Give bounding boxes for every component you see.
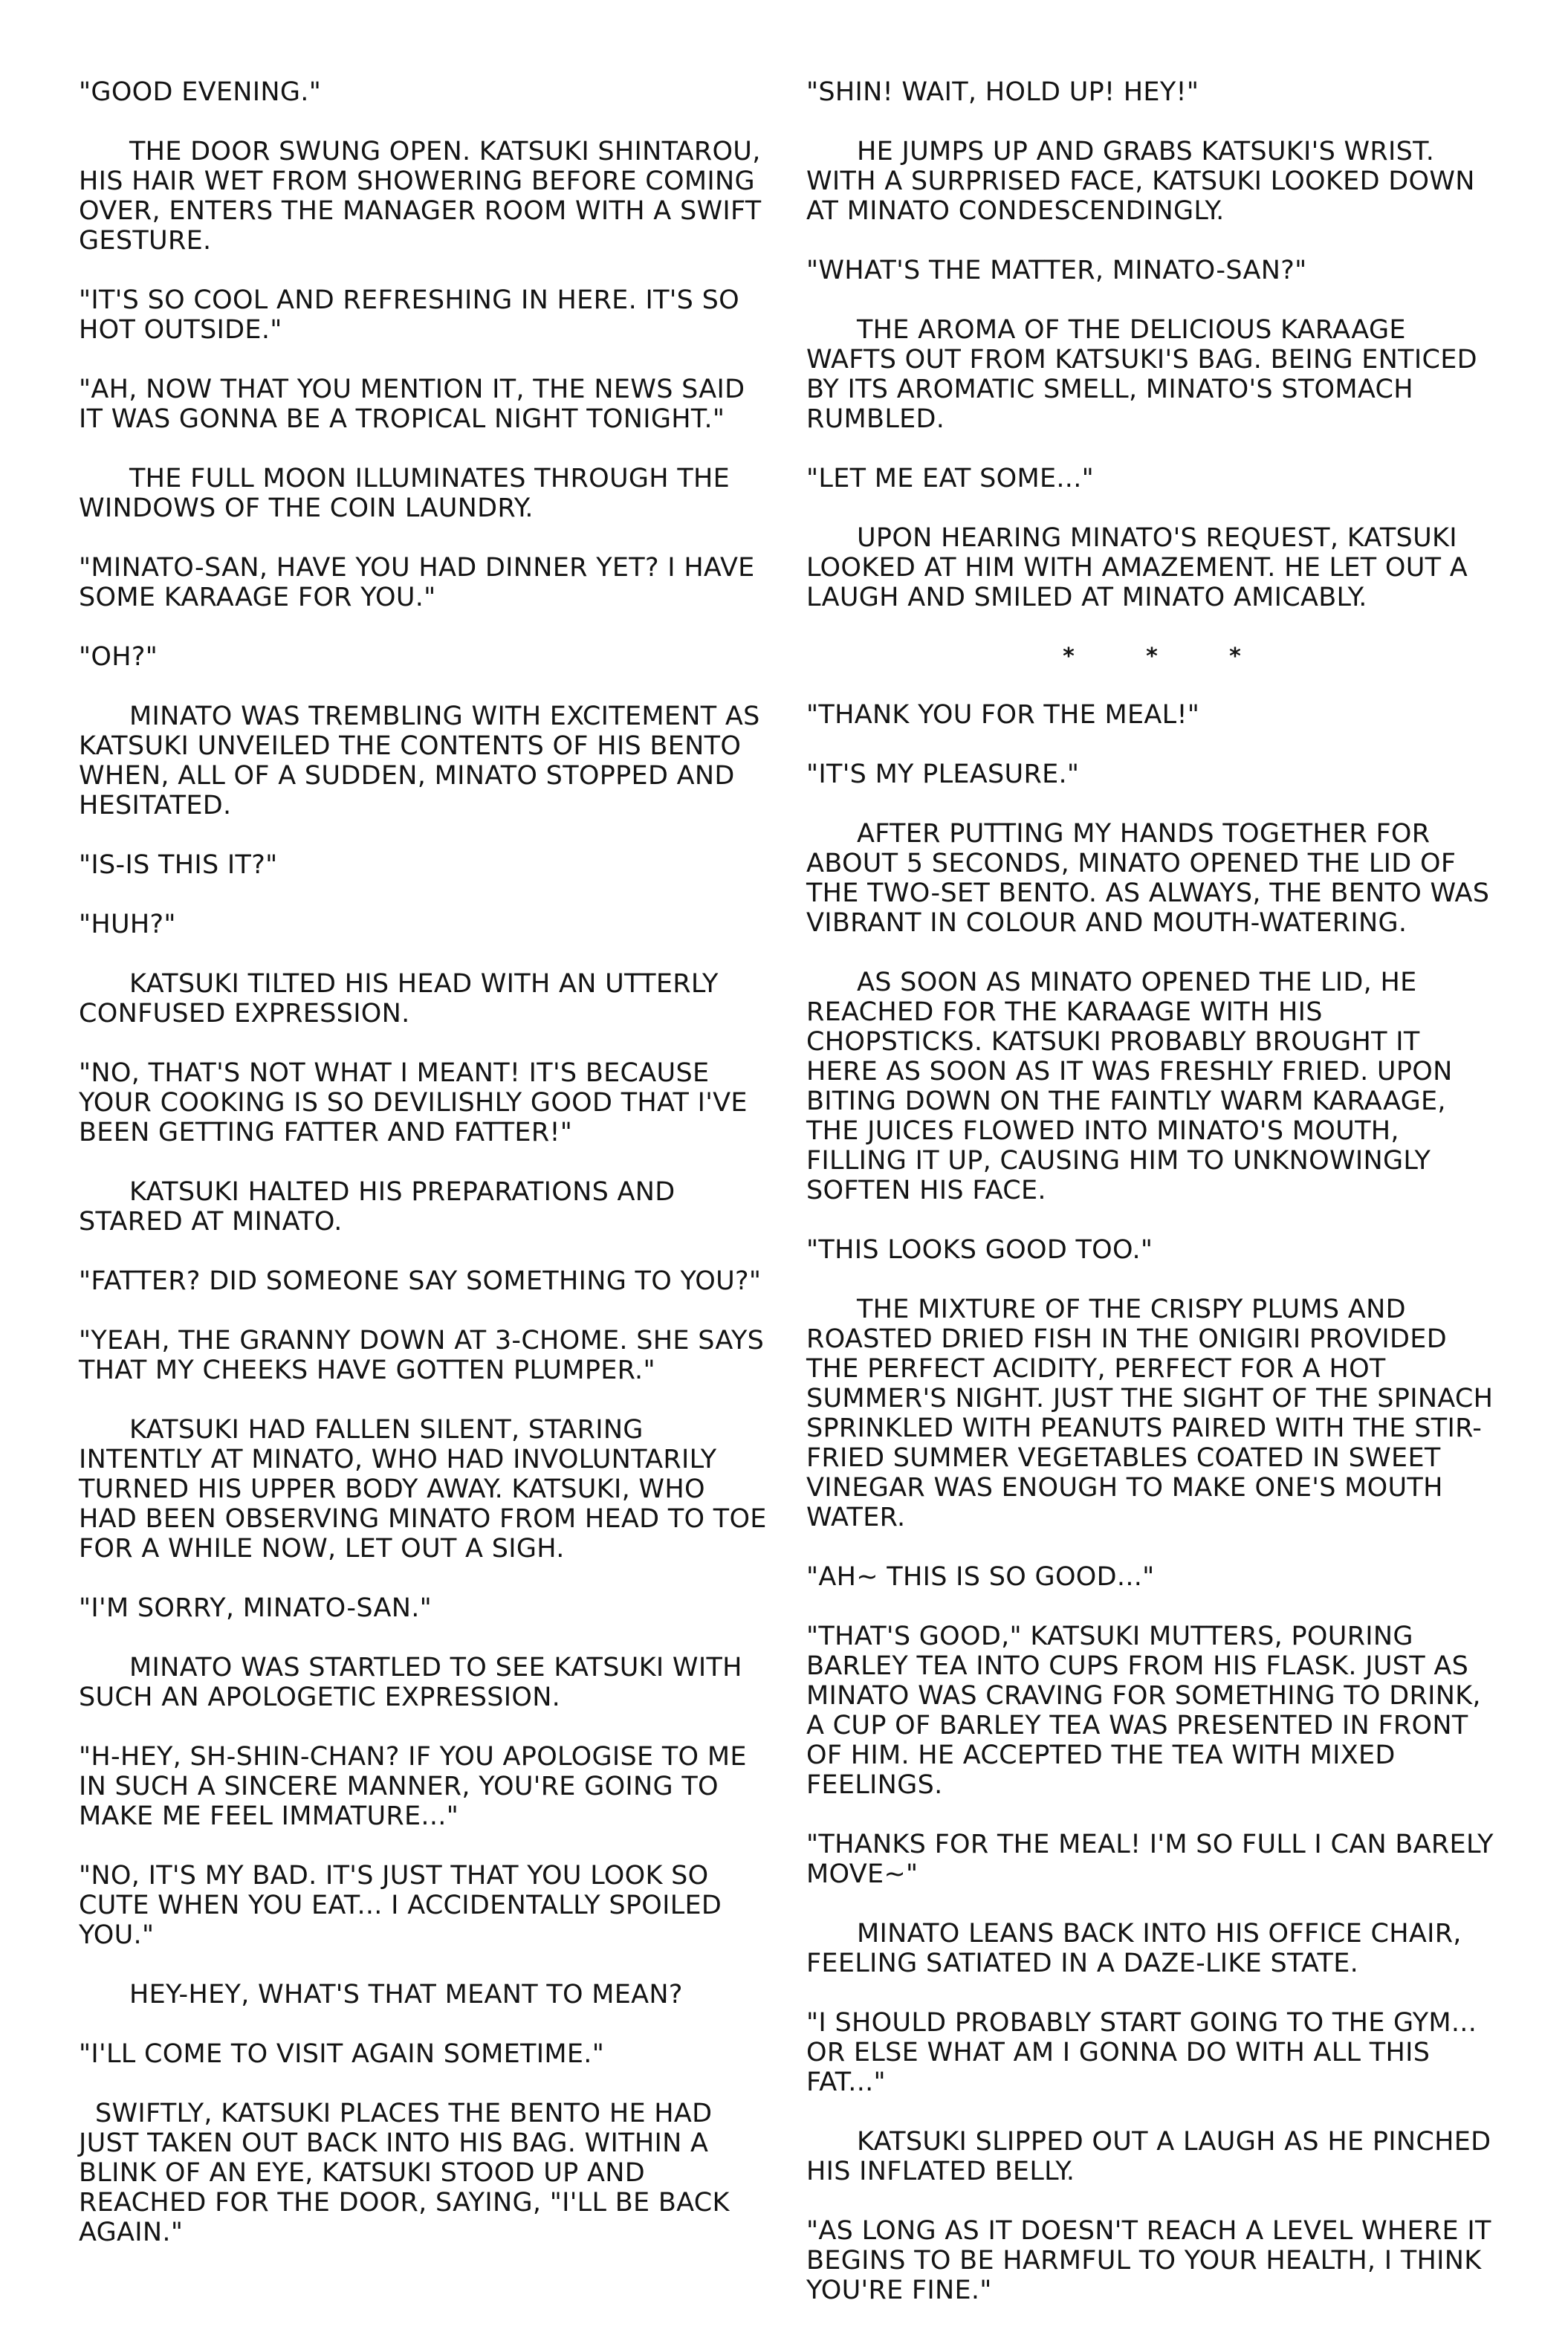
narration-paragraph: KATSUKI HAD FALLEN SILENT, STARING INTENTLY AT MINATO, WHO HAD INVOLUNTARILY TURNED HIS UPPER BODY AWAY. KATSUKI, WHO HAD BEEN OBSERVING MINATO FROM HEAD TO TOE FOR A WHILE NOW, LET OUT A SIGH. [79,1415,767,1564]
dialogue-paragraph: "MINATO-SAN, HAVE YOU HAD DINNER YET? I HAVE SOME KARAAGE FOR YOU." [79,553,755,612]
scene-break-asterisk: * [1146,644,1158,670]
dialogue-paragraph: "WHAT'S THE MATTER, MINATO-SAN?" [806,256,1307,285]
narration-paragraph: KATSUKI HALTED HIS PREPARATIONS AND STARED AT MINATO. [79,1177,676,1237]
dialogue-paragraph: "I'LL COME TO VISIT AGAIN SOMETIME." [79,2039,605,2069]
dialogue-paragraph: "AH, NOW THAT YOU MENTION IT, THE NEWS SAID IT WAS GONNA BE A TROPICAL NIGHT TONIGHT." [79,375,745,434]
dialogue-paragraph: "THAT'S GOOD," KATSUKI MUTTERS, POURING BARLEY TEA INTO CUPS FROM HIS FLASK. JUST AS MINATO WAS CRAVING FOR SOMETHING TO DRINK, A CUP OF BARLEY TEA WAS PRESENTED IN FRONT OF HIM. HE ACCEPTED THE TEA WITH MIXED FEELINGS. [806,1622,1481,1800]
dialogue-paragraph: "IT'S MY PLEASURE." [806,760,1080,789]
narration-paragraph: THE FULL MOON ILLUMINATES THROUGH THE WINDOWS OF THE COIN LAUNDRY. [79,464,730,523]
dialogue-paragraph: "GOOD EVENING." [79,77,322,107]
scene-break [806,642,1497,672]
scene-break-asterisk: * [1063,644,1075,670]
left-text-column [79,77,770,2277]
scene-break-asterisk: * [1229,644,1241,670]
dialogue-paragraph: "IT'S SO COOL AND REFRESHING IN HERE. IT'S SO HOT OUTSIDE." [79,285,739,345]
dialogue-paragraph: "FATTER? DID SOMEONE SAY SOMETHING TO YOU?" [79,1266,762,1296]
dialogue-paragraph: "IS-IS THIS IT?" [79,850,278,880]
narration-paragraph: MINATO WAS STARTLED TO SEE KATSUKI WITH SUCH AN APOLOGETIC EXPRESSION. [79,1653,742,1712]
narration-paragraph: HEY-HEY, WHAT'S THAT MEANT TO MEAN? [129,1980,683,2009]
dialogue-paragraph: "NO, THAT'S NOT WHAT I MEANT! IT'S BECAUSE YOUR COOKING IS SO DEVILISHLY GOOD THAT I'VE BEEN GETTING FATTER AND FATTER!" [79,1058,748,1147]
narration-paragraph: AS SOON AS MINATO OPENED THE LID, HE REACHED FOR THE KARAAGE WITH HIS CHOPSTICKS. KATSUKI PROBABLY BROUGHT IT HERE AS SOON AS IT WAS FRESHLY FRIED. UPON BITING DOWN ON THE FAINTLY WARM KARAAGE, THE JUICES FLOWED INTO MINATO'S MOUTH, FILLING IT UP, CAUSING HIM TO UNKNOWINGLY SOFTEN HIS FACE. [806,968,1453,1205]
narration-paragraph: AFTER PUTTING MY HANDS TOGETHER FOR ABOUT 5 SECONDS, MINATO OPENED THE LID OF THE TWO-SET BENTO. AS ALWAYS, THE BENTO WAS VIBRANT IN COLOUR AND MOUTH-WATERING. [806,819,1490,938]
narration-paragraph: HE JUMPS UP AND GRABS KATSUKI'S WRIST. WITH A SURPRISED FACE, KATSUKI LOOKED DOWN AT MINATO CONDESCENDINGLY. [806,137,1475,226]
narration-paragraph: KATSUKI TILTED HIS HEAD WITH AN UTTERLY CONFUSED EXPRESSION. [79,969,719,1029]
dialogue-paragraph: "AH~ THIS IS SO GOOD..." [806,1562,1155,1592]
narration-paragraph: THE DOOR SWUNG OPEN. KATSUKI SHINTAROU, HIS HAIR WET FROM SHOWERING BEFORE COMING OVER, ENTERS THE MANAGER ROOM WITH A SWIFT GESTURE. [79,137,762,256]
dialogue-paragraph: "THANKS FOR THE MEAL! I'M SO FULL I CAN BARELY MOVE~" [806,1830,1494,1889]
dialogue-paragraph: "LET ME EAT SOME..." [806,464,1095,493]
dialogue-paragraph: "I'M SORRY, MINATO-SAN." [79,1593,433,1623]
dialogue-paragraph: "SHIN! WAIT, HOLD UP! HEY!" [806,77,1199,107]
narration-paragraph: UPON HEARING MINATO'S REQUEST, KATSUKI LOOKED AT HIM WITH AMAZEMENT. HE LET OUT A LAUGH AND SMILED AT MINATO AMICABLY. [806,523,1468,612]
dialogue-paragraph: "THIS LOOKS GOOD TOO." [806,1235,1153,1265]
dialogue-paragraph: "THANK YOU FOR THE MEAL!" [806,700,1200,730]
right-text-column [806,77,1497,2335]
dialogue-paragraph: "AS LONG AS IT DOESN'T REACH A LEVEL WHERE IT BEGINS TO BE HARMFUL TO YOUR HEALTH, I THINK YOU'RE FINE." [806,2216,1491,2305]
dialogue-paragraph: "NO, IT'S MY BAD. IT'S JUST THAT YOU LOOK SO CUTE WHEN YOU EAT... I ACCIDENTALLY SPOILED YOU." [79,1861,722,1950]
narration-paragraph: THE AROMA OF THE DELICIOUS KARAAGE WAFTS OUT FROM KATSUKI'S BAG. BEING ENTICED BY ITS AROMATIC SMELL, MINATO'S STOMACH RUMBLED. [806,315,1477,434]
narration-paragraph: SWIFTLY, KATSUKI PLACES THE BENTO HE HAD JUST TAKEN OUT BACK INTO HIS BAG. WITHIN A BLINK OF AN EYE, KATSUKI STOOD UP AND REACHED FOR THE DOOR, SAYING, "I'LL BE BACK AGAIN." [79,2099,730,2247]
narration-paragraph: MINATO LEANS BACK INTO HIS OFFICE CHAIR, FEELING SATIATED IN A DAZE-LIKE STATE. [806,1919,1462,1978]
dialogue-paragraph: "HUH?" [79,910,176,939]
narration-paragraph: THE MIXTURE OF THE CRISPY PLUMS AND ROASTED DRIED FISH IN THE ONIGIRI PROVIDED THE PERFECT ACIDITY, PERFECT FOR A HOT SUMMER'S NIGHT. JUST THE SIGHT OF THE SPINACH SPRINKLED WITH PEANUTS PAIRED WITH THE STIR-FRIED SUMMER VEGETABLES COATED IN SWEET VINEGAR WAS ENOUGH TO MAKE ONE'S MOUTH WATER. [806,1295,1494,1532]
dialogue-paragraph: "YEAH, THE GRANNY DOWN AT 3-CHOME. SHE SAYS THAT MY CHEEKS HAVE GOTTEN PLUMPER." [79,1326,765,1385]
dialogue-paragraph: "I SHOULD PROBABLY START GOING TO THE GYM... OR ELSE WHAT AM I GONNA DO WITH ALL THIS FAT..." [806,2008,1477,2097]
dialogue-paragraph: "H-HEY, SH-SHIN-CHAN? IF YOU APOLOGISE TO ME IN SUCH A SINCERE MANNER, YOU'RE GOING TO MAKE ME FEEL IMMATURE..." [79,1742,747,1831]
narration-paragraph: KATSUKI SLIPPED OUT A LAUGH AS HE PINCHED HIS INFLATED BELLY. [806,2127,1491,2186]
dialogue-paragraph: "OH?" [79,642,158,672]
narration-paragraph: MINATO WAS TREMBLING WITH EXCITEMENT AS KATSUKI UNVEILED THE CONTENTS OF HIS BENTO WHEN, ALL OF A SUDDEN, MINATO STOPPED AND HESITATED. [79,702,760,820]
